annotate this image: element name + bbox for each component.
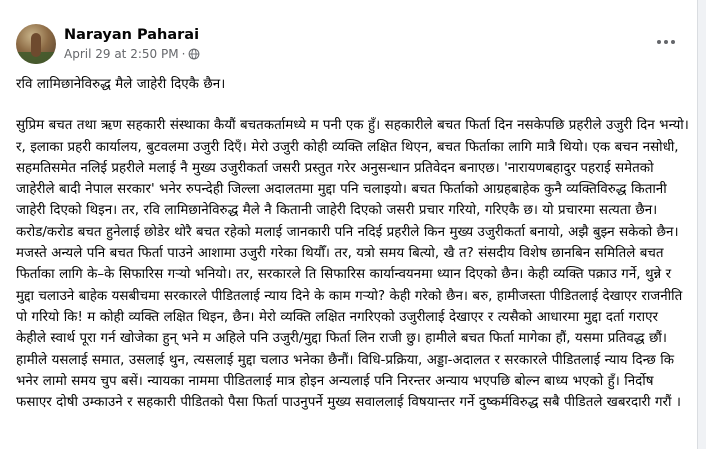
post-header bbox=[16, 24, 686, 68]
avatar[interactable] bbox=[16, 24, 56, 64]
post-text bbox=[16, 74, 690, 433]
post-meta bbox=[64, 47, 200, 61]
post-timestamp[interactable]: April 29 at 2:50 PM bbox=[64, 47, 179, 61]
post-paragraph: सुप्रिम बचत तथा ऋण सहकारी संस्थाका कैयौं बचतकर्तामध्ये म पनी एक हुँ। सहकारीले बचत फिर्ता दिन नसकेपछि प्रहरीले उजुरी दिन भन्यो। र, इलाका प्रहरी कार्यालय, बुटवलमा उजुरी दिएँ। मेरो उजुरी कोही व्यक्ति लक्षित थिएन, बचत फिर्ताका लागि मात्रै थियो। एक बचन नसोधी, सहमतिसमेत नलिई प्रहरीले मलाई नै मुख्य उजुरीकर्ता जसरी प्रस्तुत गरेर अनुसन्धान प्रतिवेदन बनाएछ। 'नारायणबहादुर पहराई समेतको जाहेरीले बादी नेपाल सरकार' भनेर रुपन्देही जिल्ला अदालतमा मुद्दा पनि चलाइयो। बचत फिर्ताको आग्रहबाहेक कुनै व्यक्तिविरुद्ध कितानी जाहेरी दिएको थिइन। तर, रवि लामिछानेविरुद्ध मैले नै कितानी जाहेरी दिएको जसरी प्रचार गरियो, गरिएकै छ। यो प्रचारमा सत्यता छैन। करोड/करोड बचत हुनेलाई छोडेर थोरै बचत रहेको मलाई जानकारी पनि नदिई प्रहरीले किन मुख्य उजुरीकर्ता बनायो, अझै बुझ्न सकेको छैन। मजस्ते अन्यले पनि बचत फिर्ता पाउने आशामा उजुरी गरेका थियौँ। तर, यत्रो समय बित्यो, खै त? संसदीय विशेष छानबिन समितिले बचत फिर्ताका लागि के–के सिफारिस गर्‍यो भनियो। तर, सरकारले ति सिफारिस कार्यान्वयनमा ध्यान दिएको छैन। केही व्यक्ति पक्राउ गर्ने, थुन्ने र मुद्दा चलाउने बाहेक यसबीचमा सरकारले पीडितलाई न्याय दिने के काम गर्‍यो? केही गरेको छैन। बरु, हामीजस्ता पीडितलाई देखाएर राजनीति पो गरियो कि! म कोही व्यक्ति लक्षित थिइन, छैन। मेरो व्यक्ति लक्षित नगरिएको उजुरीलाई देखाएर र त्यसैको आधारमा मुद्दा दर्ता गराएर केहीले स्वार्थ पूरा गर्न खोजेका हुन् भने म अहिले पनि उजुरी/मुद्दा फिर्ता लिन राजी छु। हामीले बचत फिर्ता मागेका हौं, यसमा प्रतिवद्ध छौं। हामीले यसलाई समात, उसलाई थुन, त्यसलाई मुद्दा चलाउ भनेका छैनौं। विधि-प्रक्रिया, अड्डा-अदालत र सरकारले पीडितलाई न्याय दिन्छ कि भनेर लामो समय चुप बसें। न्यायका नाममा पीडितलाई मात्र होइन अन्यलाई पनि निरन्तर अन्याय भएपछि बोल्न बाध्य भएको हुँ। निर्दोष फसाएर दोषी उम्काउने र सहकारी पीडितको पैसा फिर्ता पाउनुपर्ने मुख्य सवाललाई विषयान्तर गर्ने दुष्कर्मविरुद्ध सबै पीडितले खबरदारी गरौं । bbox=[16, 118, 689, 411]
meta-separator: · bbox=[181, 47, 186, 61]
author-name[interactable]: Narayan Paharai bbox=[64, 27, 200, 43]
avatar-figure bbox=[31, 33, 41, 57]
globe-icon[interactable] bbox=[188, 48, 200, 60]
more-options-icon[interactable] bbox=[654, 30, 678, 54]
post-title-line: रवि लामिछानेविरुद्ध मैले जाहेरी दिएकै छैन। bbox=[16, 77, 226, 92]
